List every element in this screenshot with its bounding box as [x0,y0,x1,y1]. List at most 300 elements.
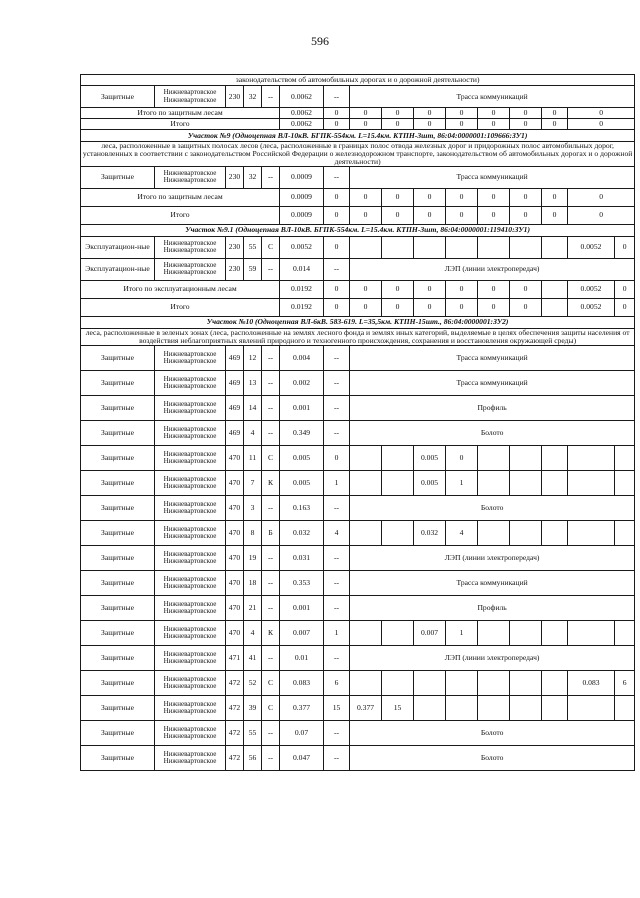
table-row [81,570,635,595]
value-cell: 0 [382,119,414,130]
total-row [81,119,635,130]
district-name: Нижневартовское Нижневартовское [155,495,226,520]
value-cell: 0 [446,108,478,119]
category-cell: -- [262,166,280,188]
forest-category: Защитные [81,620,155,645]
forest-category: Защитные [81,395,155,420]
empty-cell [382,670,414,695]
value-cell: 0 [478,206,510,224]
area-cell: 0.353 [280,570,324,595]
compartment-number: 55 [244,236,262,258]
category-cell: С [262,236,280,258]
empty-cell [350,236,382,258]
quarter-number: 470 [226,495,244,520]
purpose-cell: Болото [350,720,635,745]
category-cell: -- [262,745,280,770]
table-row [81,645,635,670]
area-cell: 0.031 [280,545,324,570]
volume-cell: 0 [324,236,350,258]
total-row [81,108,635,119]
purpose-cell: Трасса коммуникаций [350,166,635,188]
note-row [81,142,635,167]
value-cell: 0 [568,119,635,130]
volume-cell: -- [324,86,350,108]
area-cell: 0.001 [280,595,324,620]
value-cell: 0 [382,188,414,206]
compartment-number: 8 [244,520,262,545]
volume-cell: -- [324,595,350,620]
quarter-number: 472 [226,670,244,695]
area-cell: 0.007 [280,620,324,645]
value-cell: 0.083 [568,670,615,695]
value-cell: 0 [510,206,542,224]
empty-cell [414,236,446,258]
value-cell: 0 [510,280,542,298]
quarter-number: 470 [226,545,244,570]
value-cell: 0 [446,280,478,298]
district-name: Нижневартовское Нижневартовское [155,258,226,280]
total-row [81,206,635,224]
section-title-10: Участок №10 (Одноцепная ВЛ-6кВ. 583-619. L=35,5км. КТПН-15шт., 86:04:0000001:ЗУ2) [81,316,635,328]
volume-cell: -- [324,545,350,570]
value-cell: 0 [446,298,478,316]
empty-cell [510,670,542,695]
quarter-number: 470 [226,520,244,545]
total-label: Итого [81,119,280,130]
empty-cell [510,520,542,545]
empty-cell [382,236,414,258]
district-name: Нижневартовское Нижневартовское [155,470,226,495]
empty-cell [446,236,478,258]
category-cell: -- [262,545,280,570]
legal-tail-note: законодательством об автомобильных дорогах и о дорожной деятельности) [81,75,635,86]
empty-cell [542,298,568,316]
area-cell: 0.047 [280,745,324,770]
compartment-number: 55 [244,720,262,745]
value-cell: 0 [350,188,382,206]
table-row [81,620,635,645]
empty-cell [350,470,382,495]
quarter-number: 469 [226,395,244,420]
forest-category: Защитные [81,420,155,445]
empty-cell [510,236,542,258]
total-label: Итого по защитным лесам [81,108,280,119]
empty-cell [615,620,635,645]
area-cell: 0.0192 [280,280,324,298]
category-cell: -- [262,570,280,595]
forest-plots-table [80,74,635,771]
empty-cell [510,470,542,495]
value-cell: 1 [446,620,478,645]
empty-cell [542,236,568,258]
section-header-row [81,130,635,142]
category-cell: -- [262,720,280,745]
compartment-number: 4 [244,620,262,645]
value-cell: 0 [414,206,446,224]
legal-tail-row [81,75,635,86]
district-name: Нижневартовское Нижневартовское [155,595,226,620]
forest-category: Защитные [81,595,155,620]
quarter-number: 469 [226,345,244,370]
empty-cell [478,620,510,645]
value-cell: 0 [414,188,446,206]
category-cell: К [262,470,280,495]
value-cell: 0 [568,206,635,224]
purpose-cell: Трасса коммуникаций [350,345,635,370]
area-cell: 0.032 [280,520,324,545]
volume-cell: 15 [324,695,350,720]
forest-category: Защитные [81,370,155,395]
empty-cell [350,620,382,645]
volume-cell: -- [324,166,350,188]
section-header-row [81,316,635,328]
table-row [81,520,635,545]
forest-category: Защитные [81,570,155,595]
empty-cell [615,470,635,495]
empty-cell [446,695,478,720]
area-cell: 0.163 [280,495,324,520]
area-cell: 0.0192 [280,298,324,316]
quarter-number: 471 [226,645,244,670]
category-cell: -- [262,395,280,420]
volume-cell: 0 [324,445,350,470]
value-cell: 1 [446,470,478,495]
empty-cell [350,670,382,695]
table-row [81,370,635,395]
value-cell: 0 [568,108,635,119]
quarter-number: 472 [226,695,244,720]
table-row [81,745,635,770]
area-cell: 0.014 [280,258,324,280]
empty-cell [510,695,542,720]
district-name: Нижневартовское Нижневартовское [155,166,226,188]
empty-cell [542,670,568,695]
table-row [81,445,635,470]
forest-category: Эксплуатацион-ные [81,258,155,280]
value-cell: 0.032 [414,520,446,545]
empty-cell [568,445,615,470]
value-cell: 0 [446,445,478,470]
empty-cell [568,695,615,720]
value-cell: 0 [615,298,635,316]
quarter-number: 470 [226,595,244,620]
value-cell: 0 [414,280,446,298]
empty-cell [510,445,542,470]
volume-cell: -- [324,745,350,770]
district-name: Нижневартовское Нижневартовское [155,745,226,770]
empty-cell [382,445,414,470]
volume-cell: -- [324,645,350,670]
empty-cell [542,470,568,495]
value-cell: 0 [478,280,510,298]
empty-cell [542,620,568,645]
compartment-number: 32 [244,86,262,108]
empty-cell [350,520,382,545]
quarter-number: 230 [226,258,244,280]
table-row [81,595,635,620]
area-cell: 0.083 [280,670,324,695]
value-cell: 0 [478,108,510,119]
total-label: Итого по эксплуатационным лесам [81,280,280,298]
empty-cell [542,280,568,298]
empty-cell [382,470,414,495]
forest-category: Защитные [81,520,155,545]
district-name: Нижневартовское Нижневартовское [155,720,226,745]
quarter-number: 470 [226,470,244,495]
compartment-number: 19 [244,545,262,570]
empty-cell [478,670,510,695]
forest-category: Защитные [81,86,155,108]
compartment-number: 56 [244,745,262,770]
district-name: Нижневартовское Нижневартовское [155,695,226,720]
empty-cell [615,695,635,720]
empty-cell [478,470,510,495]
forest-category: Защитные [81,720,155,745]
value-cell: 0 [324,119,350,130]
quarter-number: 230 [226,236,244,258]
area-cell: 0.001 [280,395,324,420]
value-cell: 0 [324,206,350,224]
district-name: Нижневартовское Нижневартовское [155,370,226,395]
value-cell: 0 [542,206,568,224]
forest-category: Защитные [81,345,155,370]
value-cell: 0 [542,119,568,130]
category-cell: К [262,620,280,645]
compartment-number: 7 [244,470,262,495]
total-label: Итого [81,298,280,316]
purpose-cell: ЛЭП (линии электропередач) [350,645,635,670]
section-header-row [81,224,635,236]
compartment-number: 32 [244,166,262,188]
compartment-number: 39 [244,695,262,720]
value-cell: 0 [414,298,446,316]
table-row [81,420,635,445]
area-cell: 0.0062 [280,108,324,119]
compartment-number: 21 [244,595,262,620]
value-cell: 0 [414,119,446,130]
total-row [81,188,635,206]
value-cell: 0 [446,206,478,224]
value-cell: 0 [615,280,635,298]
value-cell: 0.0052 [568,280,615,298]
table-row [81,258,635,280]
district-name: Нижневартовское Нижневартовское [155,570,226,595]
value-cell: 0 [382,280,414,298]
forest-category: Защитные [81,695,155,720]
district-name: Нижневартовское Нижневартовское [155,420,226,445]
district-name: Нижневартовское Нижневартовское [155,670,226,695]
value-cell: 0 [478,298,510,316]
volume-cell: -- [324,495,350,520]
area-cell: 0.377 [280,695,324,720]
quarter-number: 469 [226,420,244,445]
category-cell: -- [262,370,280,395]
area-cell: 0.005 [280,470,324,495]
compartment-number: 13 [244,370,262,395]
forest-category: Защитные [81,495,155,520]
district-name: Нижневартовское Нижневартовское [155,620,226,645]
quarter-number: 469 [226,370,244,395]
purpose-cell: Трасса коммуникаций [350,86,635,108]
volume-cell: -- [324,370,350,395]
value-cell: 0 [478,119,510,130]
area-cell: 0.004 [280,345,324,370]
value-cell: 0 [542,188,568,206]
quarter-number: 470 [226,620,244,645]
total-label: Итого [81,206,280,224]
district-name: Нижневартовское Нижневартовское [155,86,226,108]
compartment-number: 59 [244,258,262,280]
table-row [81,166,635,188]
volume-cell: 1 [324,620,350,645]
forest-category: Эксплуатацион-ные [81,236,155,258]
volume-cell: -- [324,395,350,420]
total-row [81,298,635,316]
area-cell: 0.0062 [280,86,324,108]
value-cell: 0 [382,206,414,224]
value-cell: 0 [510,108,542,119]
purpose-cell: ЛЭП (линии электропередач) [350,258,635,280]
value-cell: 0 [350,206,382,224]
area-cell: 0.349 [280,420,324,445]
total-row [81,280,635,298]
forest-category: Защитные [81,470,155,495]
empty-cell [350,445,382,470]
district-name: Нижневартовское Нижневартовское [155,345,226,370]
value-cell: 0.377 [350,695,382,720]
value-cell: 0.005 [414,470,446,495]
forest-category: Защитные [81,166,155,188]
empty-cell [542,445,568,470]
value-cell: 0 [350,119,382,130]
district-name: Нижневартовское Нижневартовское [155,645,226,670]
table-row [81,395,635,420]
value-cell: 0.0052 [568,298,615,316]
table-row [81,86,635,108]
empty-cell [542,520,568,545]
empty-cell [478,695,510,720]
quarter-number: 472 [226,745,244,770]
district-name: Нижневартовское Нижневартовское [155,520,226,545]
value-cell: 0 [324,108,350,119]
note-row [81,328,635,345]
value-cell: 0 [324,298,350,316]
quarter-number: 230 [226,166,244,188]
value-cell: 0 [510,119,542,130]
table-row [81,720,635,745]
value-cell: 0 [350,298,382,316]
compartment-number: 11 [244,445,262,470]
district-name: Нижневартовское Нижневартовское [155,395,226,420]
compartment-number: 41 [244,645,262,670]
category-cell: -- [262,420,280,445]
section-title-9: Участок №9 (Одноцепная ВЛ-10кВ. БГПК-554км. L=15.4км. КТПН-3шт, 86:04:0000001:109666:ЗУ1) [81,130,635,142]
empty-cell [382,620,414,645]
value-cell: 0 [324,280,350,298]
value-cell: 0.007 [414,620,446,645]
compartment-number: 4 [244,420,262,445]
forest-category: Защитные [81,670,155,695]
empty-cell [478,445,510,470]
empty-cell [568,620,615,645]
empty-cell [615,520,635,545]
value-cell: 0 [382,298,414,316]
quarter-number: 230 [226,86,244,108]
value-cell: 15 [382,695,414,720]
volume-cell: 6 [324,670,350,695]
empty-cell [542,695,568,720]
volume-cell: -- [324,345,350,370]
compartment-number: 3 [244,495,262,520]
purpose-cell: Трасса коммуникаций [350,570,635,595]
value-cell: 0 [446,188,478,206]
district-name: Нижневартовское Нижневартовское [155,545,226,570]
quarter-number: 470 [226,445,244,470]
area-cell: 0.002 [280,370,324,395]
empty-cell [615,445,635,470]
district-name: Нижневартовское Нижневартовское [155,236,226,258]
compartment-number: 12 [244,345,262,370]
table-row [81,695,635,720]
table-row [81,470,635,495]
district-name: Нижневартовское Нижневартовское [155,445,226,470]
value-cell: 0 [382,108,414,119]
table-row [81,670,635,695]
volume-cell: -- [324,420,350,445]
empty-cell [414,695,446,720]
volume-cell: 4 [324,520,350,545]
value-cell: 0 [350,280,382,298]
area-cell: 0.0009 [280,188,324,206]
green-zone-note: леса, расположенные в зеленых зонах (леса, расположенные на землях лесного фонда и землях иных категорий, выделяемые в целях обеспечения защиты населения от воздействия неблагоприятных явлений природного и техногенного происхождения, сохранения и восстановления окружающей среды) [81,328,635,345]
area-cell: 0.0052 [280,236,324,258]
category-cell: -- [262,86,280,108]
table-row [81,495,635,520]
value-cell: 6 [615,670,635,695]
empty-cell [510,620,542,645]
compartment-number: 14 [244,395,262,420]
volume-cell: -- [324,258,350,280]
empty-cell [382,520,414,545]
value-cell: 0 [510,188,542,206]
table-row [81,236,635,258]
purpose-cell: Профиль [350,395,635,420]
empty-cell [478,236,510,258]
forest-category: Защитные [81,745,155,770]
table-row [81,545,635,570]
category-cell: С [262,670,280,695]
forest-category: Защитные [81,545,155,570]
empty-cell [446,670,478,695]
area-cell: 0.01 [280,645,324,670]
compartment-number: 18 [244,570,262,595]
page-number: 596 [311,34,329,48]
category-cell: С [262,695,280,720]
volume-cell: -- [324,570,350,595]
quarter-number: 470 [226,570,244,595]
empty-cell [568,470,615,495]
category-cell: -- [262,495,280,520]
volume-cell: 1 [324,470,350,495]
section-title-9-1: Участок №9.1 (Одноцепная ВЛ-10кВ. БГПК-554км. L=15.4км. КТПН-3шт, 86:04:0000001:119410:ЗУ1) [81,224,635,236]
area-cell: 0.07 [280,720,324,745]
category-cell: -- [262,645,280,670]
empty-cell [568,520,615,545]
purpose-cell: Профиль [350,595,635,620]
value-cell: 4 [446,520,478,545]
value-cell: 0.0052 [568,236,615,258]
area-cell: 0.0009 [280,166,324,188]
